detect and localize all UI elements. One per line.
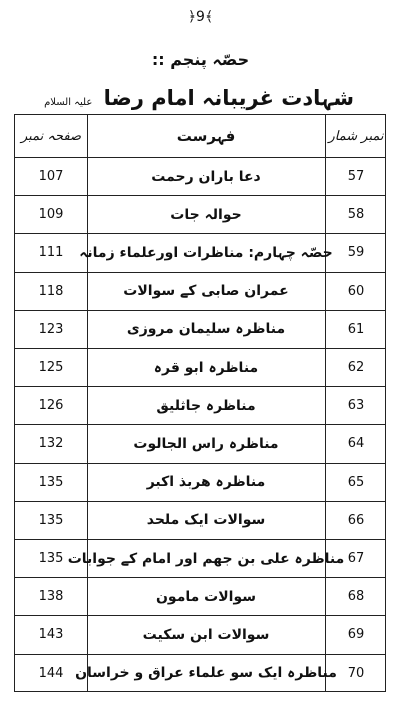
- main-title-text: شہادت غریبانہ امام رضا: [103, 86, 354, 110]
- row-serial-number: 59: [347, 245, 365, 261]
- row-serial-number: 58: [347, 207, 365, 223]
- table-row: [15, 386, 385, 424]
- row-page-number: 144: [38, 665, 64, 681]
- row-page-number: 135: [38, 474, 64, 490]
- row-page-number: 123: [38, 321, 64, 337]
- table-of-contents: [14, 114, 386, 692]
- table-row: [15, 195, 385, 233]
- row-title: مناظرہ جاثلیق: [156, 397, 256, 414]
- main-title-suffix: علیہ السلام: [44, 97, 93, 108]
- table-row: [15, 272, 385, 310]
- row-serial-number: 60: [347, 283, 365, 299]
- row-page-number: 132: [38, 436, 64, 452]
- table-row: [15, 463, 385, 501]
- table-row: [15, 539, 385, 577]
- row-page-number: 111: [38, 245, 64, 261]
- row-title: سوالات ایک ملحد: [146, 512, 266, 529]
- row-page-number: 135: [38, 512, 64, 528]
- header-page-number: صفحہ نمبر: [21, 128, 81, 144]
- row-title: مناظرہ ایک سو علماء عراق و خراسان: [75, 665, 337, 682]
- table-header-row: [15, 115, 385, 157]
- table-row: [15, 157, 385, 195]
- row-serial-number: 69: [347, 627, 365, 643]
- row-serial-number: 62: [347, 360, 365, 376]
- header-contents: فہرست: [176, 127, 236, 145]
- row-serial-number: 63: [347, 398, 365, 414]
- row-serial-number: 57: [347, 169, 365, 185]
- table-row: [15, 501, 385, 539]
- row-serial-number: 70: [347, 665, 365, 681]
- row-title: مناظرہ ھربذ اکبر: [146, 474, 266, 491]
- row-serial-number: 64: [347, 436, 365, 452]
- page-number: ﴿9﴾: [187, 9, 214, 25]
- row-serial-number: 68: [347, 589, 365, 605]
- table-row: [15, 577, 385, 615]
- row-serial-number: 65: [347, 474, 365, 490]
- row-page-number: 118: [38, 283, 64, 299]
- row-title: سوالات مامون: [155, 588, 257, 605]
- row-serial-number: 67: [347, 551, 365, 567]
- row-title: مناظرہ علی بن جھم اور امام کے جوابات: [67, 550, 345, 567]
- row-title: عمران صابی کے سوالات: [123, 283, 289, 300]
- table-row: [15, 615, 385, 653]
- row-page-number: 107: [38, 169, 64, 185]
- row-serial-number: 61: [347, 321, 365, 337]
- page-number-value: 9: [196, 9, 205, 25]
- row-page-number: 143: [38, 627, 64, 643]
- row-title: حصّہ چہارم: مناظرات اورعلماء زمانہ: [79, 244, 333, 261]
- row-title: سوالات ابن سکیت: [142, 626, 270, 643]
- row-title: مناظرہ راس الجالوت: [133, 435, 279, 452]
- row-page-number: 126: [38, 398, 64, 414]
- row-title: مناظرہ سلیمان مروزی: [126, 321, 286, 338]
- section-heading: حصّہ پنجم ::: [151, 50, 250, 69]
- table-row: [15, 233, 385, 271]
- table-row: [15, 424, 385, 462]
- row-title: مناظرہ ابو قرہ: [153, 359, 259, 376]
- main-title: [44, 86, 354, 110]
- row-title: حوالہ جات: [170, 206, 242, 223]
- row-serial-number: 66: [347, 512, 365, 528]
- header-serial-number: نمبر شمار: [328, 128, 384, 144]
- table-row: [15, 310, 385, 348]
- table-row: [15, 654, 385, 692]
- row-page-number: 135: [38, 551, 64, 567]
- table-row: [15, 348, 385, 386]
- row-title: دعا باران رحمت: [151, 168, 261, 185]
- row-page-number: 109: [38, 207, 64, 223]
- row-page-number: 125: [38, 360, 64, 376]
- row-page-number: 138: [38, 589, 64, 605]
